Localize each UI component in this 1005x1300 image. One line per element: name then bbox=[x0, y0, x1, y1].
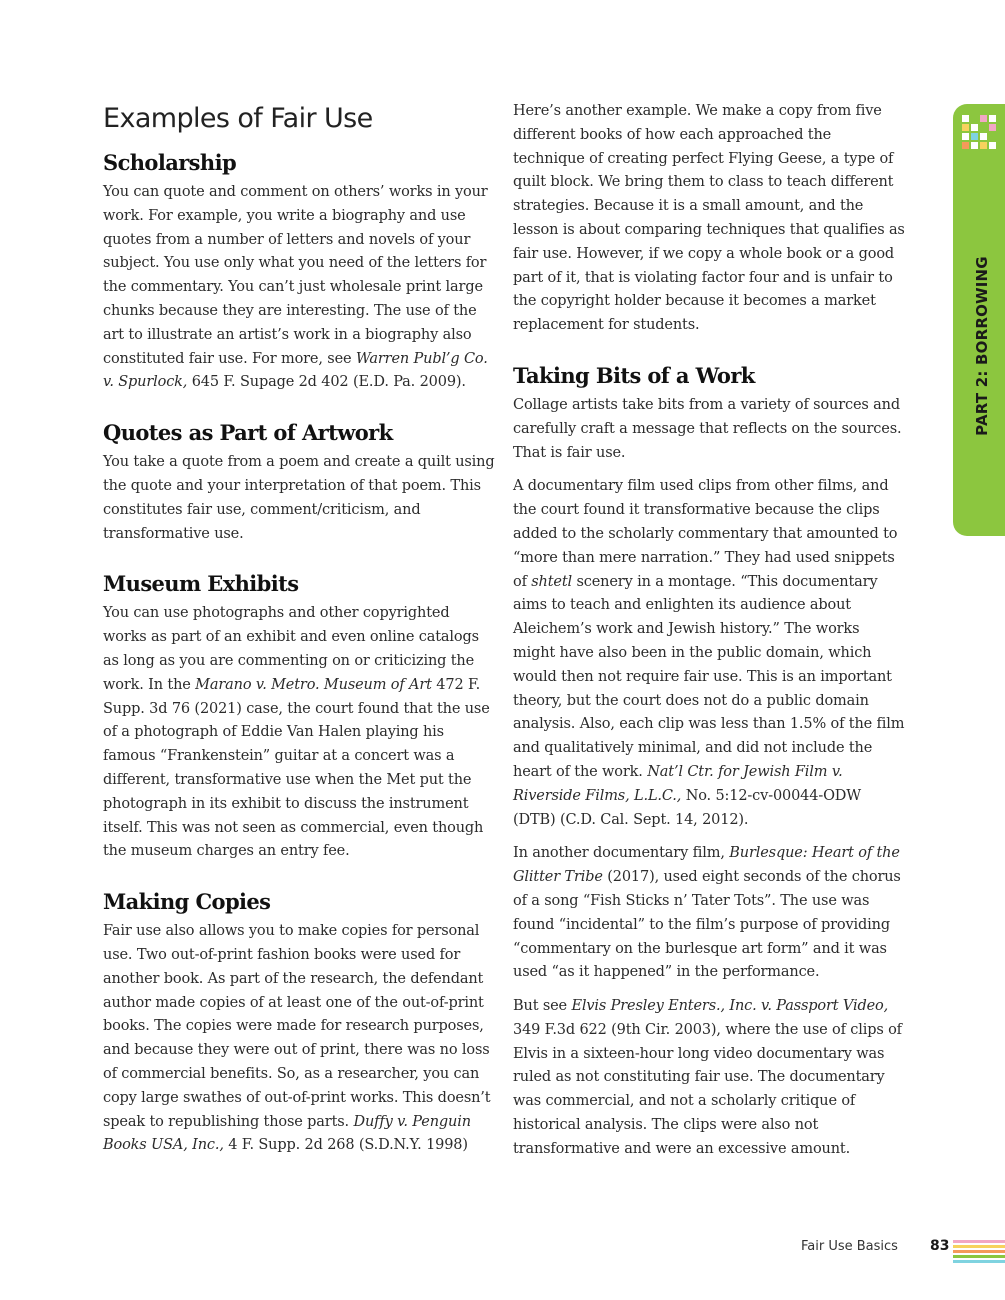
running-footer-title: Fair Use Basics bbox=[801, 1239, 898, 1254]
paragraph: Collage artists take bits from a variety of sources and carefully craft a message that reflects on the sources. That is fair use. bbox=[513, 396, 902, 461]
case-citation: Marano v. Metro. Museum of Art bbox=[195, 676, 432, 693]
film-title: Burlesque: Heart of the Glitter Tribe bbox=[513, 845, 900, 886]
paragraph: But see Elvis Presley Enters., Inc. v. Passport Video, 349 F.3d 622 (9th Cir. 2003), where the use of clips of Elvis in a sixteen-hour long video documentary was ruled as not constituting fair use. The documentary was commercial, and not a scholarly critique of historical analysis. The clips were also not transformative and were an excessive amount. bbox=[513, 998, 902, 1157]
color-stripes-icon bbox=[953, 1239, 1005, 1263]
case-citation: Warren Publ’g Co. v. Spurlock, bbox=[103, 350, 488, 391]
left-column bbox=[103, 100, 495, 1168]
paragraph: You can use photographs and other copyrighted works as part of an exhibit and even online catalogs as long as you are commenting on or criticizing the work. In the Marano v. Metro. Museum of Art 472 F. Supp. 3d 76 (2021) case, the court found that the use of a photograph of Eddie Van Halen playing his famous “Frankenstein” guitar at a concert was a different, transformative use when the Met put the photograph in its exhibit to discuss the instrument itself. This was not seen as commercial, even though the museum charges an entry fee. bbox=[103, 605, 490, 860]
section-title-taking-bits: Taking Bits of a Work bbox=[513, 362, 755, 388]
case-citation: Nat’l Ctr. for Jewish Film v. Riverside Films, L.L.C., bbox=[513, 763, 843, 804]
case-citation: Duffy v. Penguin Books USA, Inc., bbox=[103, 1113, 471, 1154]
section-title-museum-exhibits: Museum Exhibits bbox=[103, 571, 299, 597]
paragraph: Here’s another example. We make a copy from five different books of how each approached the technique of creating perfect Flying Geese, a type of quilt block. We bring them to class to teach different strategies. Because it is a small amount, and the lesson is about comparing techniques that qualifies as fair use. However, if we copy a whole book or a good part of it, that is violating factor four and is unfair to the copyright holder because it becomes a market replacement for students. bbox=[513, 103, 905, 334]
section-title-quotes-artwork: Quotes as Part of Artwork bbox=[103, 420, 393, 446]
right-column bbox=[513, 100, 905, 1172]
quilt-block-icon bbox=[960, 113, 998, 151]
section-title-making-copies: Making Copies bbox=[103, 889, 271, 915]
page-heading: Examples of Fair Use bbox=[103, 103, 373, 134]
case-citation: Elvis Presley Enters., Inc. v. Passport Video, bbox=[571, 998, 889, 1015]
paragraph: Fair use also allows you to make copies for personal use. Two out-of-print fashion books were used for another book. As part of the research, the defendant author made copies of at least one of the out-of-print books. The copies were made for research purposes, and because they were out of print, there was no loss of commercial benefits. So, as a researcher, you can copy large swathes of out-of-print works. This doesn’t speak to republishing those parts. Duffy v. Penguin Books USA, Inc., 4 F. Supp. 2d 268 (S.D.N.Y. 1998) bbox=[103, 923, 491, 1154]
paragraph: In another documentary film, Burlesque: Heart of the Glitter Tribe (2017), used eight seconds of the chorus of a song “Fish Sticks n’ Tater Tots”. The use was found “incidental” to the film’s purpose of providing “commentary on the burlesque art form” and it was used “as it happened” in the performance. bbox=[513, 845, 901, 981]
paragraph: A documentary film used clips from other films, and the court found it transformative because the clips added to the scholarly commentary that amounted to “more than mere narration.” They had used snippets of shtetl scenery in a montage. “This documentary aims to teach and enlighten its audience about Aleichem’s work and Jewish history.” The works might have also been in the public domain, which would then not require fair use. This is an important theory, but the court does not do a public domain analysis. Also, each clip was less than 1.5% of the film and qualitatively minimal, and did not include the heart of the work. Nat’l Ctr. for Jewish Film v. Riverside Films, L.L.C., No. 5:12-cv-00044-ODW (DTB) (C.D. Cal. Sept. 14, 2012). bbox=[513, 478, 905, 828]
paragraph: You take a quote from a poem and create a quilt using the quote and your interpretation of that poem. This constitutes fair use, comment/criticism, and transformative use. bbox=[103, 454, 495, 542]
paragraph: You can quote and comment on others’ works in your work. For example, you write a biography and use quotes from a number of letters and novels of your subject. You use only what you need of the letters for the commentary. You can’t just wholesale print large chunks because they are interesting. The use of the art to illustrate an artist’s work in a biography also constituted fair use. For more, see Warren Publ’g Co. v. Spurlock, 645 F. Supage 2d 402 (E.D. Pa. 2009). bbox=[103, 184, 488, 391]
page-number: 83 bbox=[930, 1238, 950, 1254]
section-tab-label: PART 2: BORROWING bbox=[973, 256, 991, 436]
foreign-term: shtetl bbox=[531, 573, 573, 590]
section-title-scholarship: Scholarship bbox=[103, 150, 237, 175]
